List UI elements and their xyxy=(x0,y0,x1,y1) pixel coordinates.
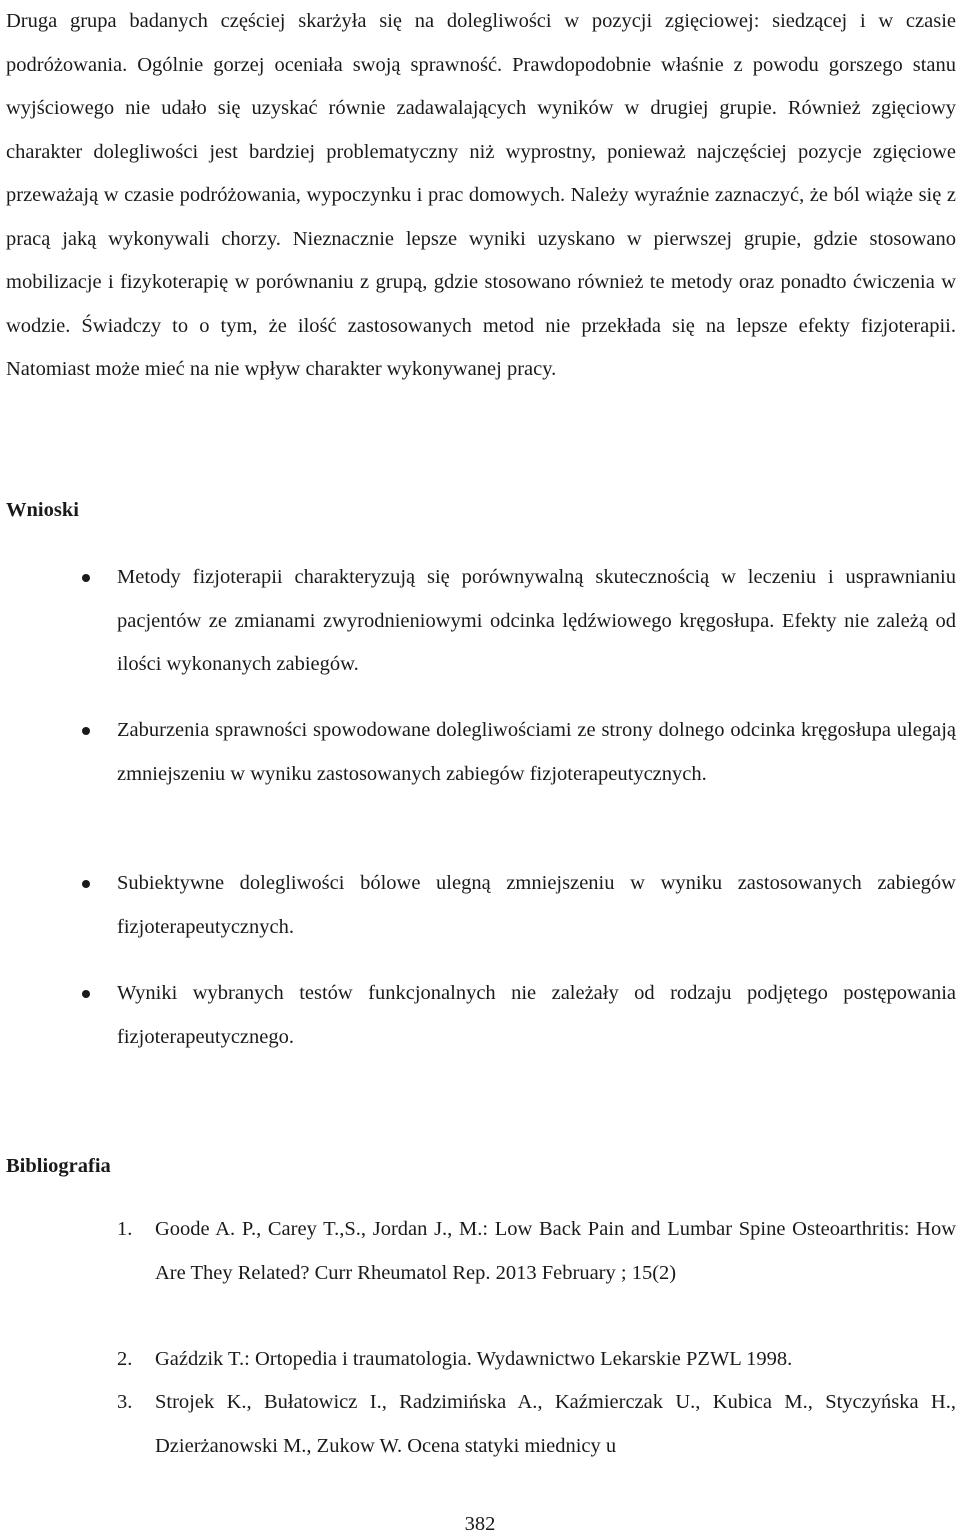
conclusion-text: Metody fizjoterapii charakteryzują się porównywalną skutecznością w leczeniu i usprawnianiu pacjentów ze zmianami zwyrodnieniowymi odcinka lędźwiowego kręgosłupa. Efekty nie zależą od ilości wykonanych zabiegów. xyxy=(117,566,956,675)
reference-text: Strojek K., Bułatowicz I., Radzimińska A., Kaźmierczak U., Kubica M., Styczyńska H., Dzierżanowski M., Zukow W. Ocena statyki miednicy u xyxy=(155,1391,956,1457)
reference-number: 1. xyxy=(117,1218,133,1240)
page-number: 382 xyxy=(464,1513,496,1535)
reference-number: 2. xyxy=(117,1348,133,1370)
reference-text: Gaździk T.: Ortopedia i traumatologia. Wydawnictwo Lekarskie PZWL 1998. xyxy=(155,1348,793,1370)
bullet-icon xyxy=(82,990,90,998)
reference-text: Goode A. P., Carey T.,S., Jordan J., M.: Low Back Pain and Lumbar Spine Osteoarthritis: How Are They Related? Curr Rheumatol Rep. 2013 February ; 15(2) xyxy=(155,1218,956,1284)
body-paragraph: Druga grupa badanych częściej skarżyła się na dolegliwości w pozycji zgięciowej: siedzącej i w czasie podróżowania. Ogólnie gorzej oceniała swoją sprawność. Prawdopodobnie właśnie z powodu gorszego stanu wyjściowego nie udało się uzyskać równie zadawalających wyników w drugiej grupie. Również zgięciowy charakter dolegliwości jest bardziej problematyczny niż wyprostny, ponieważ najczęściej pozycje zgięciowe przeważają w czasie podróżowania, wypoczynku i prac domowych. Należy wyraźnie zaznaczyć, że ból wiąże się z pracą jaką wykonywali chorzy. Nieznacznie lepsze wyniki uzyskano w pierwszej grupie, gdzie stosowano mobilizacje i fizykoterapię w porównaniu z grupą, gdzie stosowano również te metody oraz ponadto ćwiczenia w wodzie. Świadczy to o tym, że ilość zastosowanych metod nie przekłada się na lepsze efekty fizjoterapii. Natomiast może mieć na nie wpływ charakter wykonywanej pracy. xyxy=(6,10,956,380)
bullet-icon xyxy=(82,727,90,735)
page xyxy=(6,0,956,392)
conclusion-text: Wyniki wybranych testów funkcjonalnych nie zależały od rodzaju podjętego postępowania fizjoterapeutycznego. xyxy=(117,982,956,1048)
bullet-icon xyxy=(82,880,90,888)
bibliography-heading: Bibliografia xyxy=(6,1155,111,1177)
conclusion-text: Subiektywne dolegliwości bólowe ulegną zmniejszeniu w wyniku zastosowanych zabiegów fizjoterapeutycznych. xyxy=(117,872,956,938)
bullet-icon xyxy=(82,574,90,582)
reference-number: 3. xyxy=(117,1391,133,1413)
conclusions-heading: Wnioski xyxy=(6,499,79,521)
conclusion-text: Zaburzenia sprawności spowodowane dolegliwościami ze strony dolnego odcinka kręgosłupa ulegają zmniejszeniu w wyniku zastosowanych zabiegów fizjoterapeutycznych. xyxy=(117,719,956,785)
